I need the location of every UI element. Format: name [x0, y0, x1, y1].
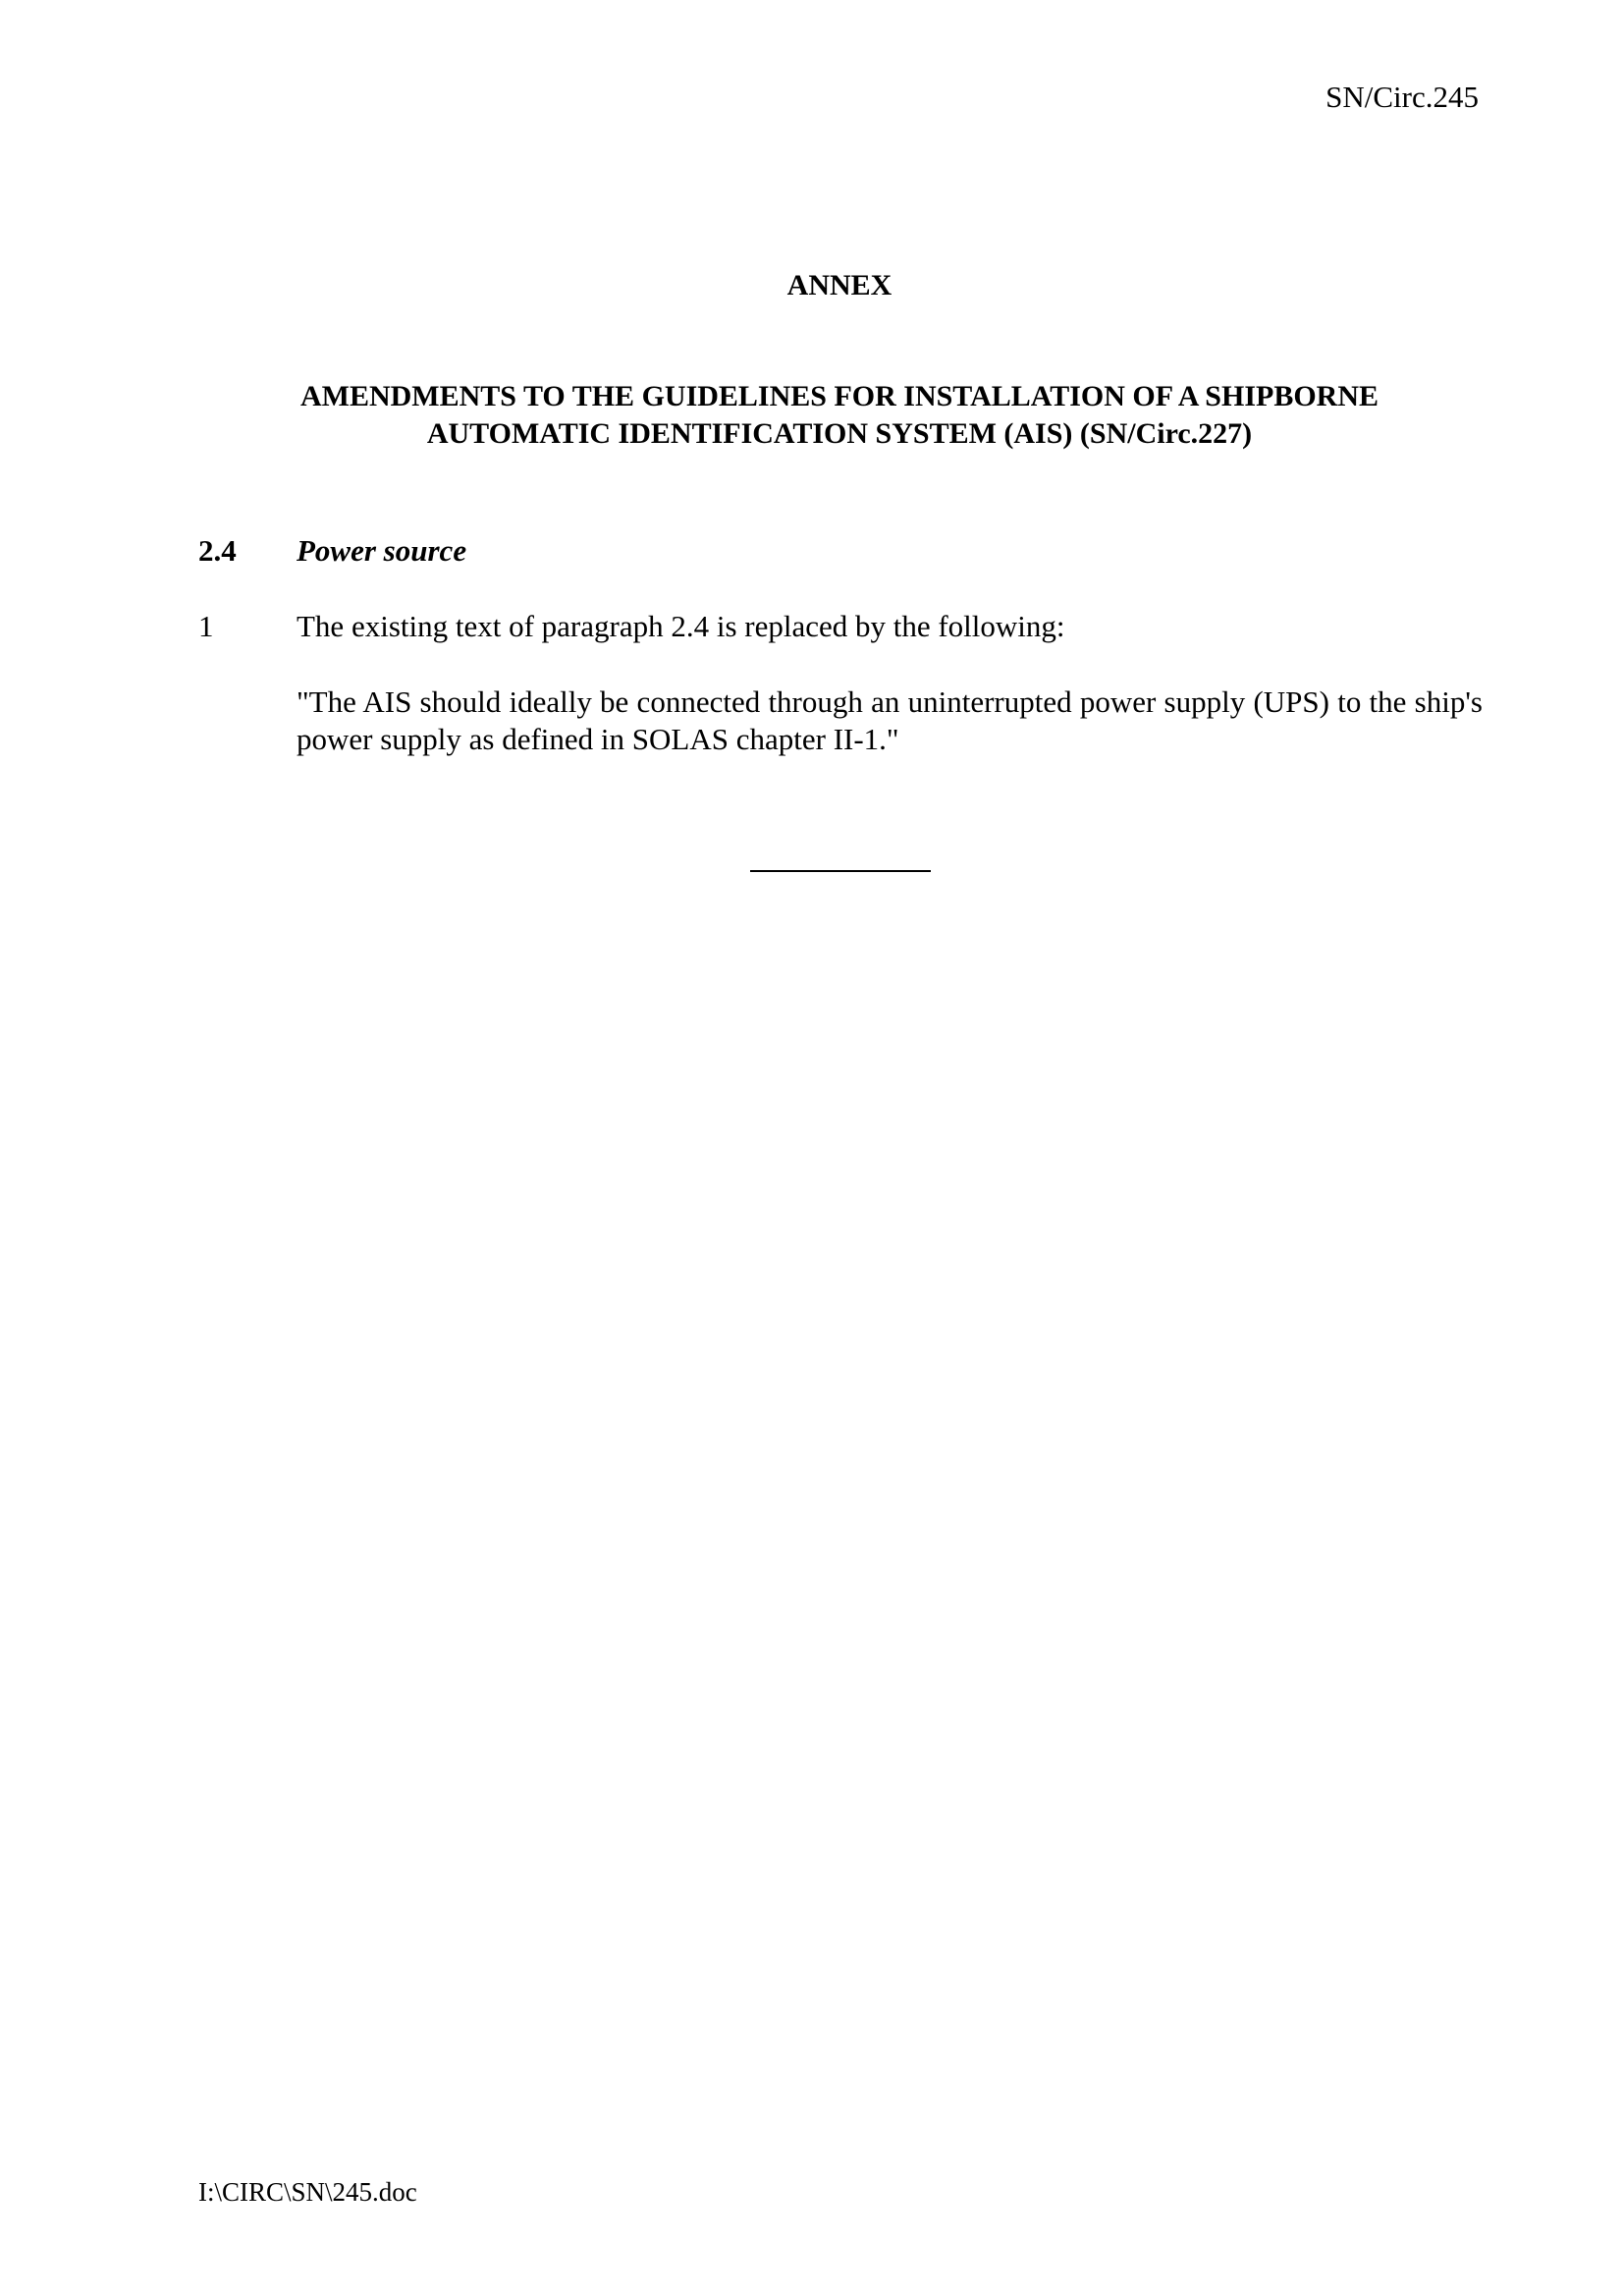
paragraph-text: The existing text of paragraph 2.4 is replaced by the following: — [297, 609, 1065, 643]
section-number: 2.4 — [198, 533, 237, 568]
footer-file-path: I:\CIRC\SN\245.doc — [198, 2177, 417, 2207]
amendment-title-line-1: AMENDMENTS TO THE GUIDELINES FOR INSTALLATION OF A SHIPBORNE — [299, 380, 1379, 412]
end-of-text-divider — [750, 870, 931, 872]
document-reference: SN/Circ.245 — [1325, 80, 1479, 114]
amendment-title — [196, 378, 1483, 453]
amendment-title-line-2: AUTOMATIC IDENTIFICATION SYSTEM (AIS) (SN/Circ.227) — [426, 417, 1253, 450]
section-title: Power source — [297, 533, 467, 568]
replacement-quote: "The AIS should ideally be connected through an uninterrupted power supply (UPS) to the ship's power supply as defined in SOLAS chapter II-1." — [297, 684, 1483, 756]
paragraph-number: 1 — [198, 609, 214, 643]
annex-heading: ANNEX — [786, 269, 892, 301]
